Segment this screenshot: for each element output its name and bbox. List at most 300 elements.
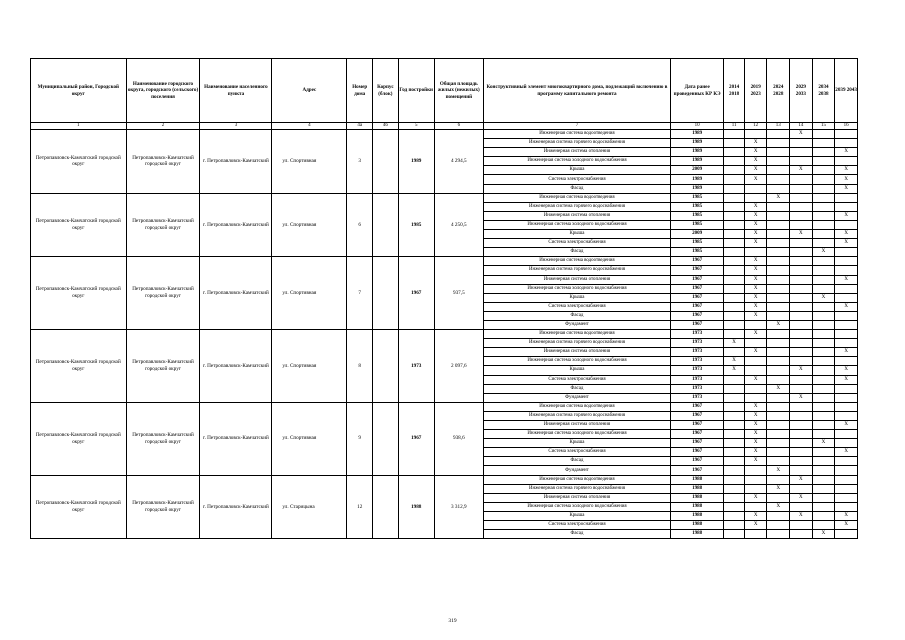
column-number: 4а [347,123,373,130]
element-name-cell: Инженерная система горячего водоснабжения [483,339,670,348]
period-mark-cell [744,484,767,493]
element-name-cell: Фасад [483,184,670,193]
period-mark-cell [790,211,813,220]
header-cell: 2024 2028 [767,59,790,123]
period-mark-cell [812,511,835,520]
period-mark-cell [767,393,790,402]
period-mark-cell: X [767,193,790,202]
period-mark-cell [790,248,813,257]
period-mark-cell [835,357,858,366]
period-mark-cell: X [790,393,813,402]
element-name-cell: Инженерная система водоотведения [483,193,670,202]
period-mark-cell: X [744,521,767,530]
header-cell: Адрес [272,59,347,123]
period-mark-cell [835,402,858,411]
period-mark-cell [767,421,790,430]
period-mark-cell: X [767,466,790,475]
period-mark-cell [790,239,813,248]
period-mark-cell [724,184,745,193]
period-mark-cell [812,375,835,384]
period-mark-cell: X [790,130,813,139]
period-mark-cell [724,448,745,457]
period-mark-cell [767,366,790,375]
period-mark-cell [724,175,745,184]
repair-date-cell: 1967 [670,457,723,466]
locality-cell: г. Петропавловск-Камчатский [200,193,272,257]
period-mark-cell [812,130,835,139]
element-name-cell: Инженерная система водоотведения [483,257,670,266]
period-mark-cell [790,175,813,184]
period-mark-cell [724,320,745,329]
period-mark-cell [790,439,813,448]
period-mark-cell [812,202,835,211]
period-mark-cell [724,484,745,493]
element-name-cell: Система электроснабжения [483,302,670,311]
build-year-cell: 1985 [398,193,434,257]
period-mark-cell [790,257,813,266]
period-mark-cell [767,257,790,266]
header-cell: Дата ранее проведенных КР КЭ [670,59,723,123]
repair-date-cell: 1967 [670,293,723,302]
repair-date-cell: 1985 [670,193,723,202]
repair-date-cell: 1967 [670,284,723,293]
period-mark-cell: X [744,430,767,439]
element-name-cell: Система электроснабжения [483,375,670,384]
period-mark-cell [724,530,745,539]
period-mark-cell [812,521,835,530]
block-cell [373,130,399,194]
period-mark-cell [790,466,813,475]
repair-date-cell: 1973 [670,393,723,402]
column-number: 3 [200,123,272,130]
block-cell [373,330,399,403]
period-mark-cell: X [767,320,790,329]
table-row [31,475,858,484]
district-cell: Петропавловск-Камчатский городской округ [31,130,127,194]
period-mark-cell [724,139,745,148]
header-cell: 2019 2023 [744,59,767,123]
period-mark-cell [790,502,813,511]
period-mark-cell [835,266,858,275]
period-mark-cell [812,157,835,166]
period-mark-cell [835,320,858,329]
period-mark-cell [812,175,835,184]
period-mark-cell [767,175,790,184]
period-mark-cell [812,220,835,229]
period-mark-cell [812,284,835,293]
period-mark-cell [767,148,790,157]
period-mark-cell: X [835,511,858,520]
locality-cell: г. Петропавловск-Камчатский [200,402,272,475]
period-mark-cell [835,530,858,539]
period-mark-cell [835,284,858,293]
period-mark-cell [767,211,790,220]
period-mark-cell [812,275,835,284]
build-year-cell: 1967 [398,402,434,475]
column-number: 1 [31,123,127,130]
period-mark-cell [767,239,790,248]
period-mark-cell [724,411,745,420]
period-mark-cell [790,384,813,393]
period-mark-cell [835,466,858,475]
period-mark-cell [744,393,767,402]
element-name-cell: Инженерная система отопления [483,275,670,284]
period-mark-cell [790,193,813,202]
period-mark-cell [812,384,835,393]
element-name-cell: Инженерная система водоотведения [483,330,670,339]
element-name-cell: Фундамент [483,466,670,475]
period-mark-cell [767,139,790,148]
period-mark-cell [812,148,835,157]
period-mark-cell [835,193,858,202]
period-mark-cell: X [724,339,745,348]
header-cell: 2029 2033 [790,59,813,123]
element-name-cell: Инженерная система горячего водоснабжения [483,266,670,275]
period-mark-cell [724,330,745,339]
period-mark-cell [790,320,813,329]
period-mark-cell: X [812,439,835,448]
period-mark-cell [812,311,835,320]
element-name-cell: Фундамент [483,393,670,402]
settlement-cell: Петропавловск-Камчатский городской округ [126,330,200,403]
build-year-cell: 1967 [398,257,434,330]
period-mark-cell [724,475,745,484]
element-name-cell: Крыша [483,166,670,175]
period-mark-cell [835,430,858,439]
address-cell: ул. Спортивная [272,193,347,257]
period-mark-cell [724,248,745,257]
period-mark-cell [724,311,745,320]
period-mark-cell [812,330,835,339]
column-number: 13 [767,123,790,130]
period-mark-cell [724,130,745,139]
period-mark-cell [767,202,790,211]
period-mark-cell [767,521,790,530]
period-mark-cell: X [744,330,767,339]
column-number: 14 [790,123,813,130]
period-mark-cell [812,266,835,275]
period-mark-cell: X [744,421,767,430]
repair-date-cell: 1989 [670,184,723,193]
period-mark-cell [744,357,767,366]
table-row [31,130,858,139]
element-name-cell: Инженерная система водоотведения [483,130,670,139]
period-mark-cell: X [790,511,813,520]
period-mark-cell [724,157,745,166]
period-mark-cell: X [835,211,858,220]
period-mark-cell [812,302,835,311]
period-mark-cell: X [835,148,858,157]
period-mark-cell [812,230,835,239]
element-name-cell: Инженерная система горячего водоснабжения [483,202,670,211]
period-mark-cell [835,257,858,266]
period-mark-cell [812,448,835,457]
period-mark-cell: X [744,493,767,502]
period-mark-cell [724,466,745,475]
period-mark-cell: X [835,302,858,311]
period-mark-cell [724,230,745,239]
element-name-cell: Фасад [483,384,670,393]
header-cell: Номер дома [347,59,373,123]
period-mark-cell [767,311,790,320]
period-mark-cell [835,330,858,339]
element-name-cell: Инженерная система отопления [483,421,670,430]
house-number-cell: 8 [347,330,373,403]
period-mark-cell [767,302,790,311]
period-mark-cell [724,375,745,384]
column-number: 15 [812,123,835,130]
header-row [31,59,858,123]
period-mark-cell [790,357,813,366]
repair-date-cell: 1967 [670,302,723,311]
period-mark-cell [790,139,813,148]
period-mark-cell: X [744,266,767,275]
period-mark-cell: X [744,175,767,184]
period-mark-cell: X [744,275,767,284]
period-mark-cell: X [744,402,767,411]
period-mark-cell [812,193,835,202]
element-name-cell: Крыша [483,439,670,448]
period-mark-cell [790,293,813,302]
element-name-cell: Инженерная система холодного водоснабжения [483,157,670,166]
repair-date-cell: 1988 [670,484,723,493]
period-mark-cell [790,521,813,530]
period-mark-cell [767,348,790,357]
column-number-row [31,123,858,130]
period-mark-cell: X [835,175,858,184]
period-mark-cell [767,275,790,284]
table-row [31,193,858,202]
period-mark-cell [835,220,858,229]
period-mark-cell [767,266,790,275]
period-mark-cell [812,211,835,220]
period-mark-cell [724,348,745,357]
header-cell: Корпус (блок) [373,59,399,123]
period-mark-cell: X [790,166,813,175]
period-mark-cell: X [835,239,858,248]
period-mark-cell [767,448,790,457]
header-cell: Общая площадь жилых (нежилых) помещений [434,59,483,123]
house-number-cell: 6 [347,193,373,257]
period-mark-cell: X [835,521,858,530]
element-name-cell: Система электроснабжения [483,175,670,184]
period-mark-cell [724,393,745,402]
element-name-cell: Крыша [483,293,670,302]
house-number-cell: 9 [347,402,373,475]
period-mark-cell: X [744,284,767,293]
period-mark-cell: X [744,375,767,384]
element-name-cell: Фасад [483,248,670,257]
period-mark-cell [767,357,790,366]
period-mark-cell: X [744,202,767,211]
repair-date-cell: 1967 [670,439,723,448]
column-number: 4 [272,123,347,130]
period-mark-cell [767,330,790,339]
period-mark-cell [724,511,745,520]
locality-cell: г. Петропавловск-Камчатский [200,330,272,403]
period-mark-cell [790,411,813,420]
period-mark-cell [790,530,813,539]
area-cell: 3 312,9 [434,475,483,539]
period-mark-cell [790,430,813,439]
period-mark-cell [767,530,790,539]
period-mark-cell: X [790,366,813,375]
period-mark-cell: X [790,493,813,502]
period-mark-cell [835,157,858,166]
period-mark-cell [790,402,813,411]
element-name-cell: Инженерная система водоотведения [483,402,670,411]
period-mark-cell [835,411,858,420]
period-mark-cell [812,257,835,266]
district-cell: Петропавловск-Камчатский городской округ [31,257,127,330]
repair-date-cell: 1967 [670,257,723,266]
period-mark-cell [812,239,835,248]
period-mark-cell [835,339,858,348]
period-mark-cell: X [744,293,767,302]
period-mark-cell [790,339,813,348]
element-name-cell: Крыша [483,511,670,520]
period-mark-cell [767,439,790,448]
period-mark-cell [790,148,813,157]
column-number: 6 [434,123,483,130]
repair-date-cell: 1967 [670,421,723,430]
period-mark-cell [724,193,745,202]
repair-date-cell: 1973 [670,375,723,384]
period-mark-cell [835,130,858,139]
period-mark-cell [812,320,835,329]
period-mark-cell [724,502,745,511]
address-cell: ул. Спортивная [272,330,347,403]
repair-date-cell: 2009 [670,166,723,175]
element-name-cell: Инженерная система отопления [483,211,670,220]
period-mark-cell [767,493,790,502]
element-name-cell: Инженерная система отопления [483,148,670,157]
repair-date-cell: 1973 [670,339,723,348]
area-cell: 937,5 [434,257,483,330]
period-mark-cell: X [744,439,767,448]
period-mark-cell [767,230,790,239]
period-mark-cell [812,366,835,375]
period-mark-cell: X [724,366,745,375]
period-mark-cell [767,511,790,520]
element-name-cell: Система электроснабжения [483,521,670,530]
period-mark-cell: X [812,293,835,302]
repair-date-cell: 1985 [670,239,723,248]
repair-date-cell: 1989 [670,130,723,139]
repair-date-cell: 1973 [670,357,723,366]
period-mark-cell [812,393,835,402]
period-mark-cell [724,284,745,293]
period-mark-cell [724,384,745,393]
repair-date-cell: 1985 [670,220,723,229]
period-mark-cell [812,184,835,193]
element-name-cell: Инженерная система холодного водоснабжения [483,220,670,229]
element-name-cell: Инженерная система горячего водоснабжения [483,411,670,420]
element-name-cell: Фасад [483,311,670,320]
period-mark-cell [724,275,745,284]
period-mark-cell [744,502,767,511]
period-mark-cell [835,493,858,502]
period-mark-cell [812,502,835,511]
element-name-cell: Система электроснабжения [483,448,670,457]
house-number-cell: 12 [347,475,373,539]
period-mark-cell [724,457,745,466]
period-mark-cell [812,348,835,357]
period-mark-cell: X [835,448,858,457]
element-name-cell: Инженерная система холодного водоснабжения [483,357,670,366]
period-mark-cell [812,166,835,175]
period-mark-cell [744,248,767,257]
period-mark-cell [790,302,813,311]
period-mark-cell [835,457,858,466]
period-mark-cell [744,475,767,484]
period-mark-cell [724,257,745,266]
repair-date-cell: 1967 [670,402,723,411]
period-mark-cell [835,248,858,257]
repair-date-cell: 1967 [670,466,723,475]
element-name-cell: Фундамент [483,320,670,329]
repair-date-cell: 1967 [670,411,723,420]
period-mark-cell [744,530,767,539]
address-cell: ул. Старицына [272,475,347,539]
period-mark-cell [812,475,835,484]
header-cell: 2039 2043 [835,59,858,123]
repair-date-cell: 1967 [670,275,723,284]
period-mark-cell [744,339,767,348]
district-cell: Петропавловск-Камчатский городской округ [31,193,127,257]
period-mark-cell [812,339,835,348]
period-mark-cell [767,130,790,139]
period-mark-cell [835,384,858,393]
period-mark-cell [767,248,790,257]
period-mark-cell: X [835,184,858,193]
period-mark-cell [767,475,790,484]
period-mark-cell [767,402,790,411]
period-mark-cell [744,184,767,193]
period-mark-cell [790,184,813,193]
locality-cell: г. Петропавловск-Камчатский [200,475,272,539]
period-mark-cell [744,193,767,202]
period-mark-cell: X [744,302,767,311]
period-mark-cell: X [744,166,767,175]
period-mark-cell [790,275,813,284]
element-name-cell: Инженерная система водоотведения [483,475,670,484]
period-mark-cell [835,475,858,484]
area-cell: 2 097,6 [434,330,483,403]
period-mark-cell: X [744,257,767,266]
header-cell: Наименование населенного пункта [200,59,272,123]
period-mark-cell [767,166,790,175]
header-cell: Наименование городского округа, городского (сельского) поселения [126,59,200,123]
house-number-cell: 3 [347,130,373,194]
period-mark-cell [724,430,745,439]
period-mark-cell [724,521,745,530]
element-name-cell: Фасад [483,457,670,466]
repair-date-cell: 1967 [670,266,723,275]
period-mark-cell [724,493,745,502]
build-year-cell: 1973 [398,330,434,403]
period-mark-cell: X [790,230,813,239]
period-mark-cell [767,430,790,439]
build-year-cell: 1988 [398,475,434,539]
repair-date-cell: 1989 [670,157,723,166]
district-cell: Петропавловск-Камчатский городской округ [31,402,127,475]
period-mark-cell [724,293,745,302]
period-mark-cell [790,457,813,466]
settlement-cell: Петропавловск-Камчатский городской округ [126,193,200,257]
period-mark-cell [790,266,813,275]
period-mark-cell: X [835,348,858,357]
